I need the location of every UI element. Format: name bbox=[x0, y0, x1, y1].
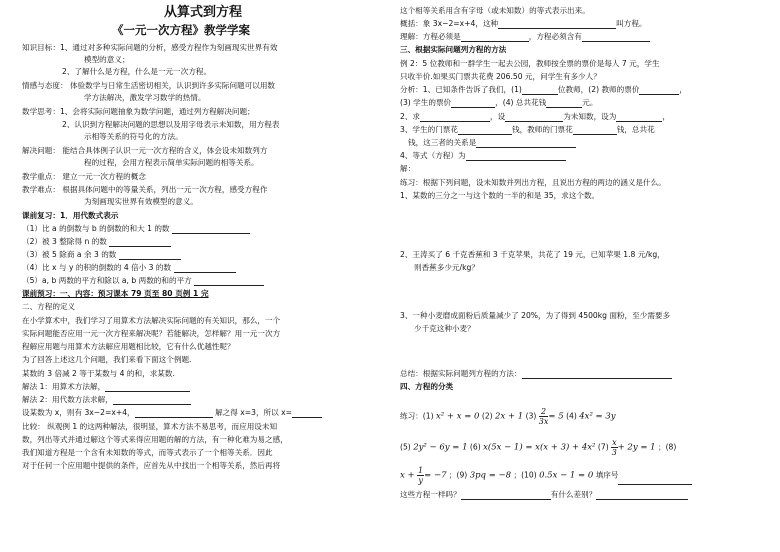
practice-3: 3、一种小麦磨成面粉后质量减少了 20%，为了得到 4500kg 面粉，至少需要多 bbox=[400, 311, 671, 320]
answer-blank[interactable] bbox=[546, 99, 582, 108]
comparison-1: 比较： 纵观例 1 的这两种解法，很明显，算术方法不易思考，而应用设未知 bbox=[22, 422, 278, 431]
answer-blank[interactable] bbox=[119, 251, 181, 260]
example-1: 某数的 3 倍减 2 等于某数与 4 的和，求某数. bbox=[22, 369, 175, 378]
solution-2-equation: 设某数为 x，则有 3x−2=x+4， 解之得 x=3，所以 x= bbox=[22, 408, 322, 418]
equation-row-2: (5) 2y² − 6y = 1 (6) x(5x − 1) = x(x + 3) + 4x² (7) $\frac{x}{3}$ + 2y = 1 ；(8) bbox=[400, 438, 677, 457]
analysis-line-6: 4、等式（方程）为 bbox=[400, 151, 566, 161]
teaching-difficulty-b: 为刻画现实世界有效模型的意义。 bbox=[84, 197, 198, 206]
section-definition-heading: 二、方程的定义 bbox=[22, 302, 76, 311]
section-method-heading: 三、根据实际问题列方程的方法 bbox=[400, 45, 507, 54]
analysis-line-2: (3) 学生的票价 ，(4) 总共花钱 元。 bbox=[400, 98, 598, 107]
equation-row-3: x + $\frac{1}{y}$ = −7 ；(9) 3pq = −8 ；(10) 0.5x − 1 = 0 填序号 bbox=[400, 466, 692, 485]
answer-blank[interactable] bbox=[466, 152, 566, 161]
answer-blank[interactable] bbox=[451, 99, 495, 108]
page-title: 从算式到方程 bbox=[164, 5, 243, 20]
review-item-3: （3）被 5 除商 a 余 3 的数 bbox=[22, 250, 181, 260]
practice-2: 2、王涛买了 6 千克香蕉和 3 千克苹果，共花了 19 元，已知苹果 1.8 元/kg， bbox=[400, 250, 665, 259]
answer-blank[interactable] bbox=[135, 409, 213, 418]
solution-1: 解法 1：用算术方法解， bbox=[22, 382, 190, 392]
intro-line-3: 程解应用题与用算术方法解应用题相比较，它有什么优越性呢？ bbox=[22, 342, 235, 351]
closing-question: 这些方程一样吗？ 有什么差别？ bbox=[400, 490, 688, 500]
section-classification-heading: 四、方程的分类 bbox=[400, 382, 454, 391]
practice-2b: 则香蕉多少元/kg？ bbox=[414, 263, 479, 272]
intro-line-4: 为了回答上述这几个问题，我们来看下面这个例题. bbox=[22, 355, 192, 364]
solution-label: 解： bbox=[400, 164, 416, 173]
comparison-3: 我们知道方程是一个含有未知数的等式，而等式表示了一个相等关系．因此 bbox=[22, 448, 273, 457]
summary-line: 总结：根据实际问题列方程的方法： bbox=[400, 369, 672, 379]
preview-heading: 课前预习：一、内容：预习课本 79 页至 80 页例 1 完 bbox=[22, 289, 209, 298]
answer-blank[interactable] bbox=[616, 113, 662, 122]
answer-blank[interactable] bbox=[292, 409, 322, 418]
review-item-1: （1）比 a 的倒数与 b 的倒数的和大 1 的数 bbox=[22, 224, 250, 234]
analysis-line-4: 3、学生的门票花 钱，教师的门票花 钱，总共花 bbox=[400, 125, 655, 134]
answer-blank[interactable] bbox=[194, 277, 264, 286]
answer-blank[interactable] bbox=[461, 33, 529, 42]
practice-1: 1、某数的三分之一与这个数的一半的和是 35，求这个数。 bbox=[400, 191, 600, 200]
knowledge-goal-1b: 模型的意义； bbox=[84, 55, 130, 64]
analysis-line-1: 分析：1、已知条件告诉了我们，(1) 位教师，(2) 教师的票价 ， bbox=[400, 85, 688, 94]
equation-row-1: 练习：(1) x² + x = 0 (2) 2x + 1 (3) $\frac{2}{3x}$ = 5 (4) 4x² = 3y bbox=[400, 407, 616, 426]
comparison-4: 对于任何一个应用题中提供的条件，应首先从中找出一个相等关系，然后再将 bbox=[22, 461, 281, 470]
review-heading: 课前复习：1．用代数式表示 bbox=[22, 211, 119, 220]
answer-blank[interactable] bbox=[522, 370, 672, 379]
problem-solving-goal: 解决问题： 能结合具体例子认识一元一次方程的含义，体会设未知数列方 bbox=[22, 146, 268, 155]
answer-blank[interactable] bbox=[498, 20, 616, 29]
answer-blank[interactable] bbox=[596, 491, 688, 500]
practice-3b: 少千克这种小麦？ bbox=[414, 324, 475, 333]
answer-blank[interactable] bbox=[618, 476, 692, 485]
answer-blank[interactable] bbox=[639, 86, 679, 95]
review-item-4: （4）比 x 与 y 的积的倒数的 4 倍小 3 的数 bbox=[22, 263, 236, 273]
practice-instructions: 练习：根据下列问题，设未知数并列出方程，且说出方程的两边的涵义是什么。 bbox=[400, 178, 666, 187]
answer-blank[interactable] bbox=[505, 113, 563, 122]
answer-blank[interactable] bbox=[522, 86, 558, 95]
answer-blank[interactable] bbox=[573, 126, 617, 135]
solution-2: 解法 2：用代数方法求解， bbox=[22, 395, 191, 405]
answer-blank[interactable] bbox=[109, 238, 171, 247]
continued-line: 这个相等关系用含有字母（或未知数）的等式表示出来。 bbox=[400, 6, 590, 15]
thinking-goal-2b: 示相等关系的符号化的方法。 bbox=[84, 132, 183, 141]
answer-blank[interactable] bbox=[461, 491, 551, 500]
understanding-line: 理解：方程必须是 ，方程必须含有 bbox=[400, 32, 650, 42]
intro-line-1: 在小学算术中，我们学习了用算术方法解决实际问题的有关知识，那么，一个 bbox=[22, 316, 281, 325]
review-item-5: （5）a, b 两数的平方和除以 a, b 两数的和的平方 bbox=[22, 276, 264, 286]
attitude-goal-b: 学方法解决，激发学习数学的热情。 bbox=[84, 93, 206, 102]
teaching-focus: 教学重点： 建立一元一次方程的概念 bbox=[22, 172, 146, 181]
answer-blank[interactable] bbox=[172, 225, 250, 234]
intro-line-2: 实际问题能否应用一元一次方程来解决呢？若能解决，怎样解？用一元一次方 bbox=[22, 329, 281, 338]
attitude-goal: 情感与态度： 体验数学与日常生活密切相关，认识到许多实际问题可以用数 bbox=[22, 81, 276, 90]
answer-blank[interactable] bbox=[113, 396, 191, 405]
teaching-difficulty: 教学难点： 根据具体问题中的等量关系，列出一元一次方程，感受方程作 bbox=[22, 185, 268, 194]
answer-blank[interactable] bbox=[174, 264, 236, 273]
knowledge-goal-1: 知识目标：1、通过对多种实际问题的分析，感受方程作为刻画现实世界有效 bbox=[22, 43, 278, 52]
answer-blank[interactable] bbox=[420, 113, 490, 122]
answer-blank[interactable] bbox=[458, 126, 512, 135]
review-item-2: （2）被 3 整除得 n 的数 bbox=[22, 237, 171, 247]
summary-definition: 概括：象 3x−2=x+4，这种 叫方程。 bbox=[400, 19, 647, 28]
comparison-2: 数，列出等式并通过解这个等式来得应用题的解的方法，有一种化难为易之感， bbox=[22, 435, 288, 444]
answer-blank[interactable] bbox=[582, 33, 650, 42]
problem-solving-goal-b: 程的过程，会用方程表示简单实际问题的相等关系。 bbox=[84, 158, 259, 167]
analysis-line-5: 钱，这三者的关系是 bbox=[408, 138, 576, 148]
example-2-line-1: 例 2：5 位教师和一群学生一起去公园，教师按全票的票价是每人 7 元，学生 bbox=[400, 59, 660, 68]
page-subtitle: 《一元一次方程》教学学案 bbox=[112, 23, 250, 37]
analysis-line-3: 2、求 ，设 为未知数，设为 ， bbox=[400, 112, 670, 121]
knowledge-goal-2: 2、了解什么是方程，什么是一元一次方程。 bbox=[62, 67, 212, 76]
thinking-goal-1: 数学思考：1、会将实际问题抽象为数学问题，通过列方程解决问题； bbox=[22, 107, 255, 116]
answer-blank[interactable] bbox=[476, 139, 576, 148]
example-2-line-2: 只收半价.如果买门票共花费 206.50 元，问学生有多少人？ bbox=[400, 72, 601, 81]
answer-blank[interactable] bbox=[105, 383, 190, 392]
thinking-goal-2: 2、认识到方程解决问题的思想以及用字母表示未知数，用方程表 bbox=[62, 120, 280, 129]
